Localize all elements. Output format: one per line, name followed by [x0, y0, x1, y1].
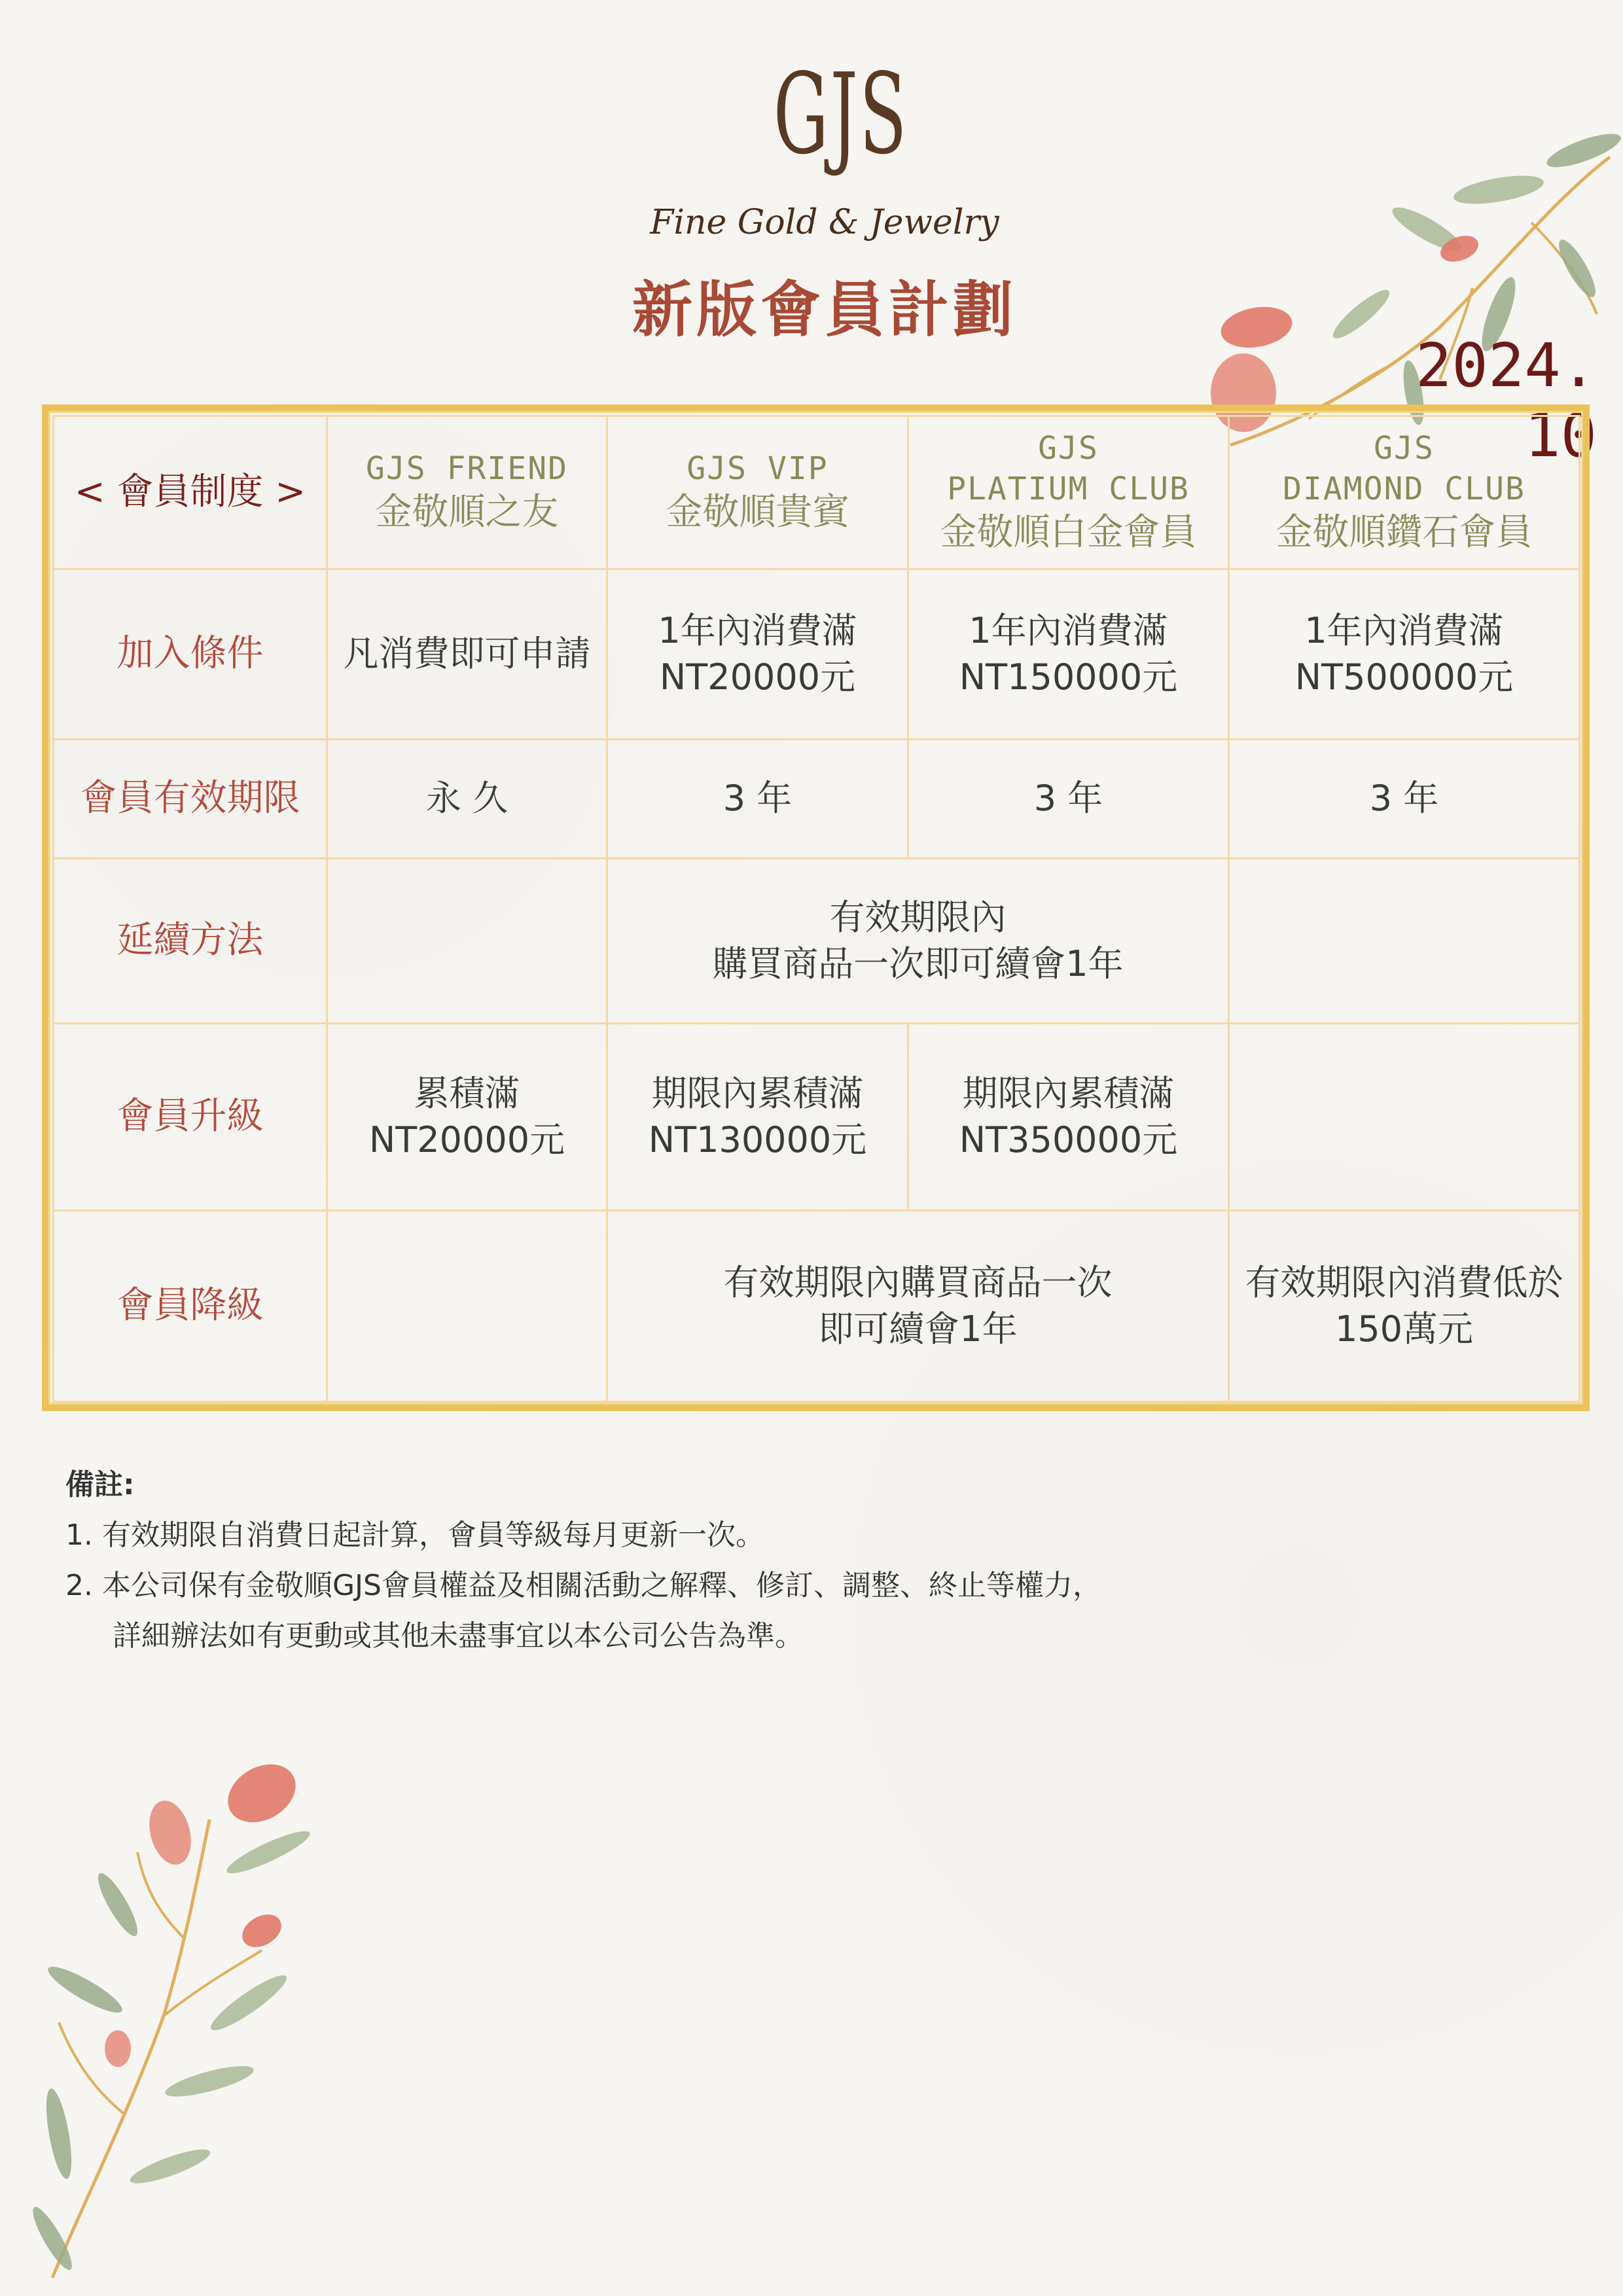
cell-platinum [908, 1024, 1229, 1211]
tier-en-line2: DIAMOND CLUB [1283, 471, 1525, 508]
tier-en-line1: GJS [1374, 429, 1435, 467]
tier-header-friend [327, 416, 607, 569]
cell-friend: 永 久 [327, 740, 607, 859]
row-renewal [54, 859, 1580, 1024]
cell-line: 1年內消費滿 [1304, 610, 1504, 652]
cell-line: 即可續會1年 [818, 1308, 1018, 1350]
cell-line: 有效期限內 [829, 897, 1007, 939]
tier-zh: 金敬順鑽石會員 [1275, 511, 1533, 554]
cell-line: NT150000元 [959, 656, 1178, 698]
cell-line: 累積滿 [414, 1073, 520, 1115]
notes-section [65, 1460, 1309, 1661]
row-upgrade [54, 1024, 1580, 1211]
cell-downgrade-merged [607, 1211, 1229, 1402]
issue-date: 2024. 10 [1416, 331, 1597, 471]
cell-line: NT350000元 [959, 1119, 1178, 1160]
cell-friend-empty [327, 859, 607, 1024]
row-label: 會員有效期限 [54, 740, 327, 859]
cell-diamond-empty [1229, 859, 1580, 1024]
tier-zh: 金敬順貴賓 [666, 491, 849, 534]
cell-diamond [1229, 569, 1580, 740]
tier-header-diamond [1229, 416, 1580, 569]
cell-line: 1年內消費滿 [969, 610, 1168, 652]
tier-zh: 金敬順之友 [375, 491, 559, 534]
row-join-conditions [54, 569, 1580, 740]
cell-diamond: 3 年 [1229, 740, 1580, 859]
cell-platinum [908, 569, 1229, 740]
tier-en: GJS VIP [687, 450, 829, 487]
row-downgrade [54, 1211, 1580, 1402]
membership-table [52, 415, 1580, 1403]
notes-label: 備註: [65, 1468, 135, 1501]
tier-header-vip [607, 416, 908, 569]
row-label: 會員升級 [54, 1024, 327, 1211]
note-item-continuation: 詳細辦法如有更動或其他未盡事宜以本公司公告為準。 [113, 1619, 804, 1653]
tier-en: GJS FRIEND [366, 450, 568, 487]
row-label: 加入條件 [54, 569, 327, 740]
tier-header-platinum [908, 416, 1229, 569]
cell-line: 有效期限內消費低於 [1245, 1262, 1563, 1304]
corner-label: < 會員制度 > [54, 416, 327, 569]
note-item: 1. 有效期限自消費日起計算，會員等級每月更新一次。 [65, 1518, 764, 1552]
cell-friend: 凡消費即可申請 [327, 569, 607, 740]
cell-renewal-merged [607, 859, 1229, 1024]
cell-line: NT20000元 [368, 1119, 565, 1160]
row-label: 會員降級 [54, 1211, 327, 1402]
tier-en-line2: PLATIUM CLUB [947, 471, 1190, 508]
table-header-row [54, 416, 1580, 569]
tier-zh: 金敬順白金會員 [940, 511, 1197, 554]
brand-tagline: Fine Gold & Jewelry [650, 203, 999, 242]
cell-line: 期限內累積滿 [962, 1073, 1175, 1115]
row-label: 延續方法 [54, 859, 327, 1024]
cell-vip [607, 1024, 908, 1211]
cell-line: 1年內消費滿 [658, 610, 857, 652]
cell-line: 150萬元 [1334, 1308, 1474, 1350]
cell-vip: 3 年 [607, 740, 908, 859]
cell-friend-empty [327, 1211, 607, 1402]
gjs-logo: GJS [773, 50, 908, 179]
floral-branch-bottom-left [13, 1741, 353, 2291]
cell-line: 購買商品一次即可續會1年 [712, 942, 1124, 984]
tier-en-line1: GJS [1038, 429, 1099, 467]
note-item: 2. 本公司保有金敬順GJS會員權益及相關活動之解釋、修訂、調整、終止等權力， [65, 1569, 1101, 1602]
cell-line: NT130000元 [648, 1119, 867, 1160]
cell-diamond [1229, 1211, 1580, 1402]
cell-friend [327, 1024, 607, 1211]
cell-line: 有效期限內購買商品一次 [723, 1262, 1113, 1304]
cell-platinum: 3 年 [908, 740, 1229, 859]
cell-line: 期限內累積滿 [651, 1073, 864, 1115]
cell-vip [607, 569, 908, 740]
cell-line: NT20000元 [659, 656, 856, 698]
cell-diamond-empty [1229, 1024, 1580, 1211]
cell-line: NT500000元 [1294, 656, 1514, 698]
page-title: 新版會員計劃 [632, 274, 1017, 345]
row-validity [54, 740, 1580, 859]
